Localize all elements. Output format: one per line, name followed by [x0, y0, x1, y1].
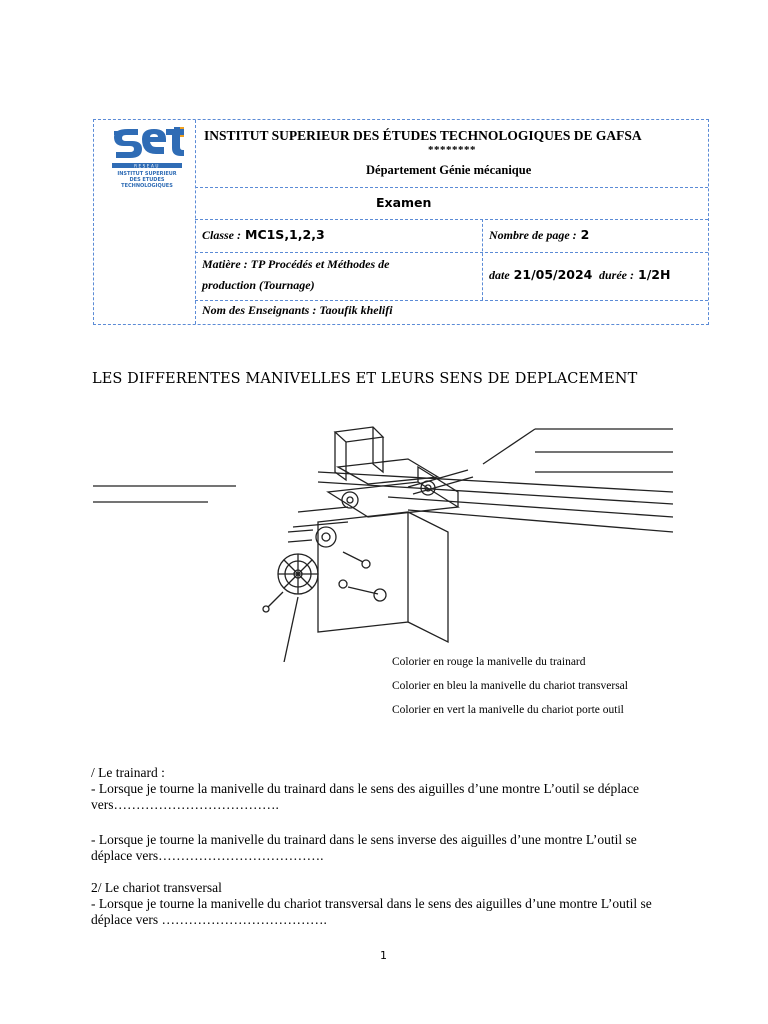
classe-field: [202, 226, 325, 244]
duree-field: [599, 266, 670, 284]
teachers-field: Nom des Enseignants : Taoufik khelifi: [202, 303, 393, 317]
caption-chariot-porte-outil: Colorier en vert la manivelle du chariot porte outil: [392, 704, 624, 716]
logo-reseau-text: RESEAU: [134, 163, 160, 169]
classe-value: MC1S,1,2,3: [245, 227, 325, 242]
header-divider: [195, 219, 708, 220]
lathe-carriage-drawing: [88, 412, 678, 662]
duree-label: durée :: [599, 268, 634, 282]
q2-heading: 2/ Le chariot transversal: [91, 880, 222, 895]
q1-statement-a: - Lorsque je tourne la manivelle du trainard dans le sens des aiguilles d’une montre L’outil se déplace vers……………………………….: [91, 781, 639, 812]
caption-trainard: Colorier en rouge la manivelle du trainard: [392, 656, 586, 668]
logo-text-line1: INSTITUT SUPERIEUR: [117, 171, 177, 177]
logo-text-line2: DES ETUDES: [129, 177, 165, 183]
q2-statement-a: - Lorsque je tourne la manivelle du chariot transversal dans le sens des aiguilles d’une montre L’outil se déplace vers ……………………………….: [91, 896, 652, 927]
q1-statement-b: - Lorsque je tourne la manivelle du trainard dans le sens inverse des aiguilles d’une montre L’outil se déplace vers……………………………….: [91, 832, 637, 863]
header-divider: [195, 300, 708, 301]
matiere-line2: production (Tournage): [202, 278, 315, 292]
section-title: LES DIFFERENTES MANIVELLES ET LEURS SENS DE DEPLACEMENT: [92, 371, 638, 387]
pages-field: [489, 226, 589, 244]
header-divider: [482, 219, 483, 300]
institute-name: INSTITUT SUPERIEUR DES ÉTUDES TECHNOLOGIQUES DE GAFSA: [204, 128, 642, 143]
date-label: date: [489, 268, 510, 282]
classe-label: Classe :: [202, 228, 241, 242]
q1-heading: / Le trainard :: [91, 765, 165, 780]
header-divider: [195, 252, 708, 253]
logo-text-line3: TECHNOLOGIQUES: [121, 183, 173, 189]
date-field: [489, 266, 592, 284]
date-value: 21/05/2024: [513, 267, 593, 282]
separator-stars: ********: [428, 144, 476, 156]
duree-value: 1/2H: [638, 267, 671, 282]
department-name: Département Génie mécanique: [366, 163, 532, 177]
header-divider: [195, 120, 196, 324]
exam-title: Examen: [376, 195, 432, 210]
page-number: 1: [380, 949, 387, 962]
header-divider: [195, 187, 708, 188]
pages-label: Nombre de page :: [489, 228, 577, 242]
matiere-line1: Matière : TP Procédés et Méthodes de: [202, 257, 390, 271]
pages-value: 2: [580, 227, 590, 242]
exam-header-table: [93, 119, 709, 325]
caption-chariot-transversal: Colorier en bleu la manivelle du chariot transversal: [392, 680, 628, 692]
iset-logo: [100, 123, 188, 191]
